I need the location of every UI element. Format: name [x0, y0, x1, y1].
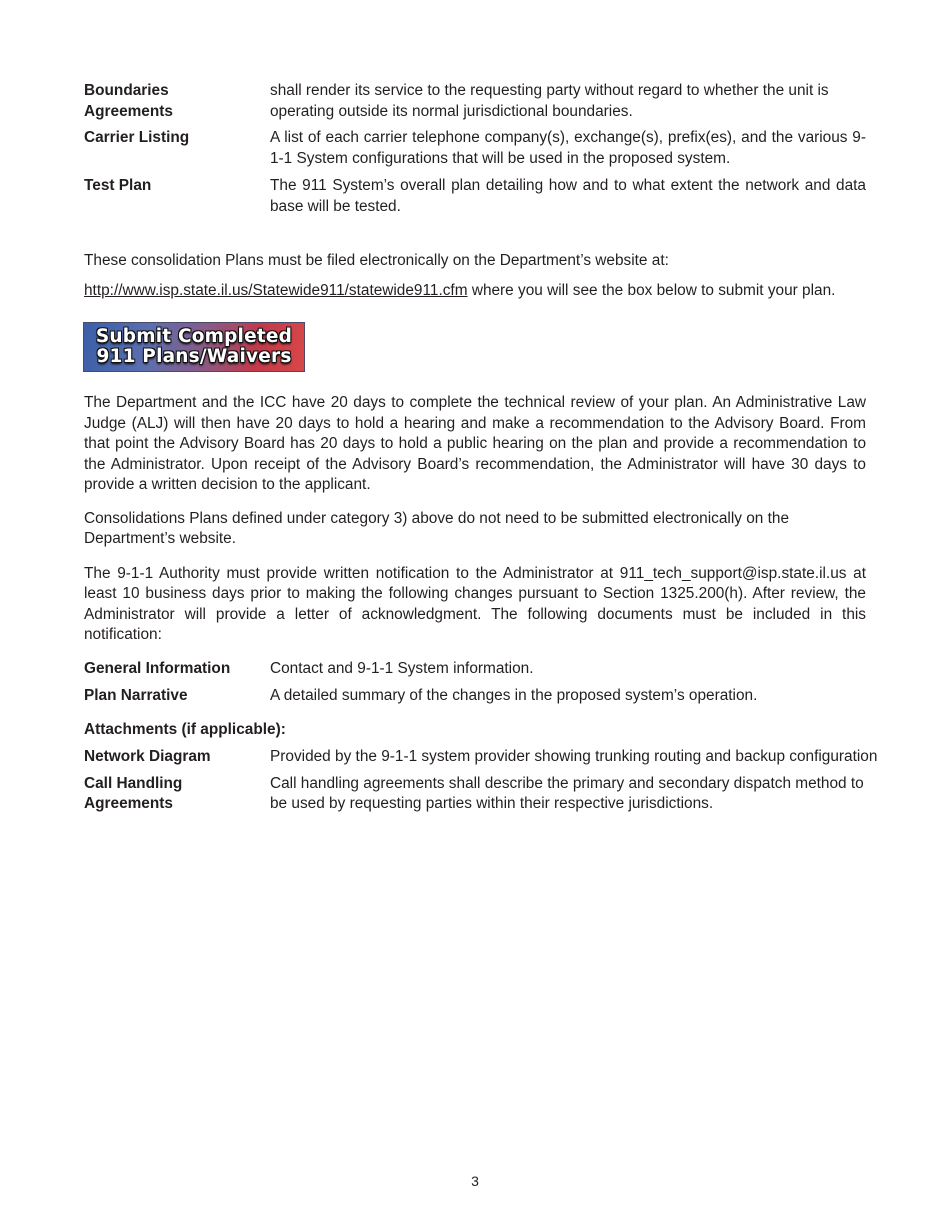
term-definition: The 911 System’s overall plan detailing how and to what extent the network and data base will be tested. [270, 177, 866, 215]
definition-row-general-information [84, 659, 866, 680]
term-label: Network Diagram [84, 748, 211, 765]
review-paragraph: The Department and the ICC have 20 days to complete the technical review of your plan. An Administrative Law Judge (ALJ) will then have 20 days to hold a hearing and make a recommendation to the Advisory Board. From that point the Advisory Board has 20 days to hold a public hearing on the plan and provide a recommendation to the Administrator. Upon receipt of the Advisory Board’s recommendation, the Administrator will have 30 days to provide a written decision to the applicant. [84, 394, 866, 493]
filing-url-suffix: where you will see the box below to submit your plan. [467, 281, 836, 299]
definition-row-test-plan [84, 176, 866, 217]
submit-banner-line2: 911 Plans/Waivers [96, 346, 292, 367]
definition-row-boundaries [84, 81, 866, 122]
term-label: Call Handling Agreements [84, 774, 183, 812]
term-definition: Contact and 9-1-1 System information. [270, 659, 534, 677]
filing-intro: These consolidation Plans must be filed electronically on the Department’s website at: [84, 252, 669, 269]
notification-paragraph: The 9-1-1 Authority must provide written notification to the Administrator at 911_tech_support@isp.state.il.us at least 10 business days prior to making the following changes pursuant to Section 1325.200(h). After review, the Administrator will provide a letter of acknowledgment. The following documents must be included in this notification: [84, 564, 866, 643]
term-label: Boundaries Agreements [84, 82, 173, 120]
term-label: General Information [84, 659, 231, 677]
definition-row-call-handling [84, 774, 866, 815]
definition-row-plan-narrative [84, 686, 866, 707]
statewide911-link[interactable]: http://www.isp.state.il.us/Statewide911/statewide911.cfm [84, 281, 468, 299]
filing-url-line [84, 281, 866, 302]
term-definition: shall render its service to the requesting party without regard to whether the unit is operating outside its normal jurisdictional boundaries. [270, 82, 829, 120]
category3-paragraph: Consolidations Plans defined under category 3) above do not need to be submitted electronically on the Department’s website. [84, 509, 790, 547]
attachments-heading: Attachments (if applicable): [84, 720, 286, 738]
term-definition: A list of each carrier telephone company(s), exchange(s), prefix(es), and the various 9-1-1 System configurations that will be used in the proposed system. [270, 129, 866, 167]
definition-row-carrier-listing [84, 128, 866, 169]
term-label: Plan Narrative [84, 687, 188, 704]
term-label: Carrier Listing [84, 129, 190, 146]
term-definition: Provided by the 9-1-1 system provider showing trunking routing and backup configuration [270, 748, 878, 765]
submit-plans-button[interactable] [83, 322, 305, 372]
definition-row-network-diagram [84, 747, 878, 768]
submit-banner-line1: Submit Completed [95, 326, 293, 347]
term-label: Test Plan [84, 177, 152, 194]
document-body [84, 81, 878, 815]
term-definition: Call handling agreements shall describe the primary and secondary dispatch method to be used by requesting parties within their respective jurisdictions. [270, 774, 864, 812]
term-definition: A detailed summary of the changes in the proposed system’s operation. [270, 687, 758, 704]
page-number: 3 [471, 1173, 479, 1189]
